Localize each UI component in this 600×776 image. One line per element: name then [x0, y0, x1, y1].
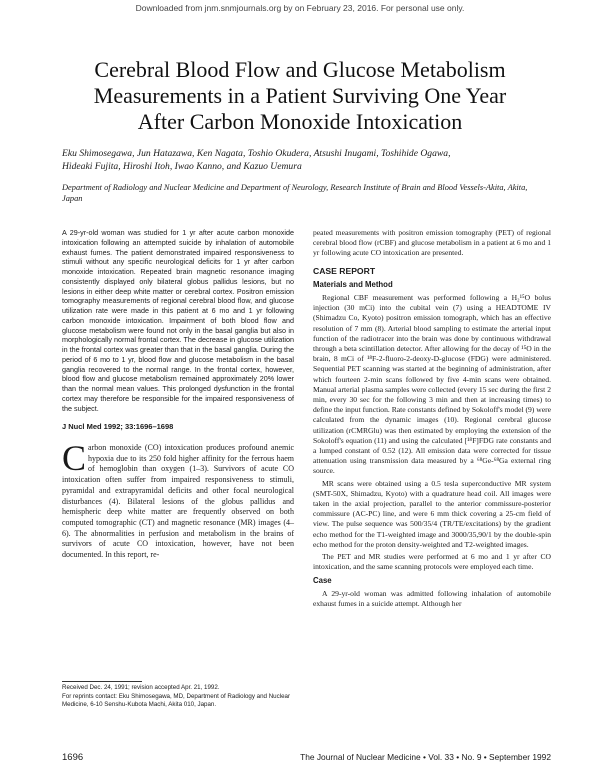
intro-continued: peated measurements with positron emission tomography (PET) of regional cerebral blood flow (rCBF) and glucose metabolism in a patient at 6 mo and 1 yr following acute CO intoxication are presented.	[313, 228, 551, 258]
title-line: Cerebral Blood Flow and Glucose Metabolism	[94, 57, 506, 82]
right-column	[313, 228, 551, 611]
author-line: Hideaki Fujita, Hiroshi Itoh, Iwao Kanno, and Kazuo Uemura	[62, 160, 302, 172]
footnote-received: Received Dec. 24, 1991; revision accepted Apr. 21, 1992.	[62, 684, 220, 691]
introduction	[62, 438, 294, 561]
subsection-heading: Case	[313, 575, 332, 585]
download-note: Downloaded from jnm.snmjournals.org by on February 23, 2016. For personal use only.	[135, 3, 465, 13]
case-paragraph: A 29-yr-old woman was admitted following inhalation of automobile exhaust fumes in a suicide attempt. Although her	[313, 588, 551, 608]
footnote	[62, 684, 294, 710]
author-list	[62, 148, 562, 173]
page-number: 1696	[62, 752, 84, 763]
citation: J Nucl Med 1992; 33:1696–1698	[62, 422, 174, 431]
journal-footer: The Journal of Nuclear Medicine • Vol. 33 • No. 9 • September 1992	[300, 752, 551, 762]
drop-cap: C	[62, 438, 87, 478]
footnote-rule	[62, 681, 142, 682]
title-line: After Carbon Monoxide Intoxication	[137, 109, 463, 134]
abstract: A 29-yr-old woman was studied for 1 yr after acute carbon monoxide intoxication following an attempted suicide by inhalation of automobile exhaust fumes. The patient demonstrated impaired responsiveness to stimuli without any specific neurological deficits for 1 yr after carbon monoxide intoxication. Repeated brain magnetic resonance imaging consistently displayed only bilateral globus pallidus lesions, but no lesions in either deep white matter or cerebral cortex. Positron emission tomography measurements of regional cerebral blood flow, and glucose utilization rate were made in this patient at 6 mo and 1 yr following carbon monoxide intoxication. Impairment of both blood flow and glucose metabolism were found not only in the basal ganglia but also in morphologically normal frontal cortex. The decrease in glucose utilization in the frontal cortex was greater than that in the basal ganglia. During the period of 6 mo to 1 yr, blood flow and glucose metabolism in the basal ganglia recovered to the normal range. In the frontal cortex, however, blood flow and glucose metabolism remained approximately 20% lower than the normal mean values. This prolonged dysfunction in the frontal cortex may therefore be responsible for the impaired responsiveness of the subject.	[62, 228, 294, 413]
section-heading: CASE REPORT	[313, 265, 376, 276]
author-line: Eku Shimosegawa, Jun Hatazawa, Ken Nagata, Toshio Okudera, Atsushi Inugami, Toshihide Ogawa,	[62, 148, 451, 159]
subsection-heading: Materials and Method	[313, 279, 393, 289]
title-line: Measurements in a Patient Surviving One Year	[93, 83, 507, 108]
article-title	[36, 57, 564, 135]
methods-paragraph: Regional CBF measurement was performed following a H₂¹⁵O bolus injection (30 mCi) into the cubital vein (7) using a HEADTOME IV (Shimadzu Co, Kyoto) positron emission tomograph, which has an effective resolution of 7 mm (8). Arterial blood sampling to estimate the arterial input function of the radiotracer into the brain was done by continuous withdrawal through a beta scintillation detector. After allowing for the decay of ¹⁵O in the brain, 8 mCi of ¹⁸F-2-fluoro-2-deoxy-D-glucose (FDG) were administered. Sequential PET scanning was started at the beginning of administration, after which fourteen 2-min scans followed by five 4-min scans were obtained. Manual arterial plasma samples were collected (every 15 sec during the first 2 min, every 30 sec for the following 3 min and then at increasing times) to define the input function. Rate constants defined by Sokoloff's model (9) were calculated from the dynamic images (10). Regional cerebral glucose utilization (rCMRGlu) was then estimated by employing the extension of the Sokoloff's equation (11) and using the calculated [¹⁸F]FDG rate constants and a lumped constant of 0.52 (12). All emission data were corrected for tissue attenuation using transmission data measured by a ⁶⁸Ge-⁶⁸Ga external ring source.	[313, 293, 551, 476]
intro-text: arbon monoxide (CO) intoxication produces profound anemic hypoxia due to its 250 fold higher affinity for the ferrous haem of hemoglobin than oxygen (1–3). Survivors of acute CO intoxication often suffer from impaired responsiveness to stimuli, pyramidal and extrapyramidal deficits and other focal neurological disturbances (4). Bilateral lesions of the globus pallidus and hemispheric deep white matter are frequently observed on both computed tomographic (CT) and magnetic resonance (MR) images (4–6). The abnormalities in perfusion and metabolism in the brains of survivors of acute CO intoxication, however, have not been documented. In this report, re-	[62, 443, 294, 560]
affiliation: Department of Radiology and Nuclear Medicine and Department of Neurology, Research Institute of Brain and Blood Vessels-Akita, Akita, Japan	[62, 183, 528, 203]
methods-paragraph: MR scans were obtained using a 0.5 tesla superconductive MR system (SMT-50X, Shimadzu, Kyoto) with a quadrature head coil. All images were taken in the axial projection, parallel to the anterior commissure-posterior commissure (AC-PC) line, and were 6 mm thick covering a 25-cm field of view. The pulse sequence was 500/35/4 (TR/TE/excitations) by the gradient echo method for the T1-weighted image and 3000/35,90/1 by the double-spin echo method for the proton density-weighted and T2-weighted images.	[313, 478, 551, 549]
footnote-reprints: For reprints contact: Eku Shimosegawa, MD, Department of Radiology and Nuclear Medicine, 6-10 Senshu-Kubota Machi, Akita 010, Japan.	[62, 692, 291, 709]
methods-paragraph: The PET and MR studies were performed at 6 mo and 1 yr after CO intoxication, and the same scanning protocols were employed each time.	[313, 552, 551, 572]
